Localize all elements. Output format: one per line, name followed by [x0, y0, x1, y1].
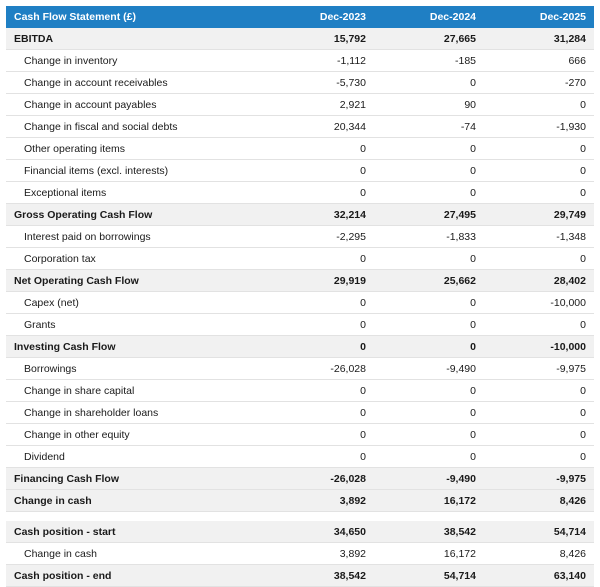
- row-value: 90: [374, 94, 484, 116]
- row-value: 0: [484, 138, 594, 160]
- row-value: 38,542: [374, 521, 484, 543]
- row-value: -26,028: [264, 468, 374, 490]
- row-value: 0: [374, 72, 484, 94]
- row-value: -185: [374, 50, 484, 72]
- table-row: [6, 358, 594, 380]
- table-row: [6, 490, 594, 512]
- row-value: 0: [484, 248, 594, 270]
- row-label: Change in shareholder loans: [6, 402, 264, 424]
- row-label: Change in inventory: [6, 50, 264, 72]
- row-value: 0: [264, 138, 374, 160]
- row-label: Net Operating Cash Flow: [6, 270, 264, 292]
- row-value: 8,426: [484, 490, 594, 512]
- table-row: [6, 182, 594, 204]
- row-value: 29,749: [484, 204, 594, 226]
- row-value: 666: [484, 50, 594, 72]
- table-row: [6, 204, 594, 226]
- table-row: [6, 314, 594, 336]
- row-value: 31,284: [484, 28, 594, 50]
- row-value: 0: [484, 314, 594, 336]
- table-row: [6, 72, 594, 94]
- row-label: Exceptional items: [6, 182, 264, 204]
- row-label: Borrowings: [6, 358, 264, 380]
- row-label: Cash position - end: [6, 565, 264, 587]
- row-value: 0: [484, 402, 594, 424]
- row-value: 0: [374, 182, 484, 204]
- row-value: 2,921: [264, 94, 374, 116]
- row-value: 0: [484, 160, 594, 182]
- table-row: [6, 402, 594, 424]
- row-value: 0: [264, 402, 374, 424]
- row-value: 29,919: [264, 270, 374, 292]
- row-value: 27,495: [374, 204, 484, 226]
- row-value: -10,000: [484, 336, 594, 358]
- row-label: Grants: [6, 314, 264, 336]
- table-spacer-row: [6, 512, 594, 522]
- row-label: EBITDA: [6, 28, 264, 50]
- row-value: 32,214: [264, 204, 374, 226]
- row-value: 28,402: [484, 270, 594, 292]
- row-label: Change in cash: [6, 490, 264, 512]
- row-value: 15,792: [264, 28, 374, 50]
- table-row: [6, 380, 594, 402]
- row-label: Financing Cash Flow: [6, 468, 264, 490]
- row-value: 3,892: [264, 543, 374, 565]
- row-value: 0: [264, 446, 374, 468]
- row-value: 8,426: [484, 543, 594, 565]
- header-title: Cash Flow Statement (£): [6, 6, 264, 28]
- row-label: Other operating items: [6, 138, 264, 160]
- row-value: 0: [264, 336, 374, 358]
- row-value: 0: [264, 314, 374, 336]
- row-value: 20,344: [264, 116, 374, 138]
- row-label: Change in account payables: [6, 94, 264, 116]
- row-value: 38,542: [264, 565, 374, 587]
- row-value: 16,172: [374, 490, 484, 512]
- table-row: [6, 226, 594, 248]
- row-value: 0: [484, 94, 594, 116]
- row-value: 0: [264, 292, 374, 314]
- row-value: 0: [374, 292, 484, 314]
- table-row: [6, 138, 594, 160]
- row-value: 0: [374, 160, 484, 182]
- table-row: [6, 468, 594, 490]
- table-row: [6, 543, 594, 565]
- row-label: Change in account receivables: [6, 72, 264, 94]
- row-value: 0: [374, 402, 484, 424]
- row-value: 0: [374, 380, 484, 402]
- table-row: [6, 116, 594, 138]
- table-header: [6, 6, 594, 28]
- row-value: 63,140: [484, 565, 594, 587]
- row-value: 0: [264, 182, 374, 204]
- row-label: Change in share capital: [6, 380, 264, 402]
- header-column-1: Dec-2024: [374, 6, 484, 28]
- row-value: 0: [264, 248, 374, 270]
- table-row: [6, 292, 594, 314]
- row-label: Financial items (excl. interests): [6, 160, 264, 182]
- table-row: [6, 160, 594, 182]
- table-body: [6, 28, 594, 587]
- row-value: -5,730: [264, 72, 374, 94]
- row-value: 0: [484, 424, 594, 446]
- row-label: Change in fiscal and social debts: [6, 116, 264, 138]
- table-row: [6, 270, 594, 292]
- row-value: -2,295: [264, 226, 374, 248]
- table-row: [6, 336, 594, 358]
- row-label: Investing Cash Flow: [6, 336, 264, 358]
- row-value: -1,348: [484, 226, 594, 248]
- row-value: -1,112: [264, 50, 374, 72]
- row-label: Capex (net): [6, 292, 264, 314]
- row-value: -9,490: [374, 468, 484, 490]
- table-row: [6, 28, 594, 50]
- row-value: -9,975: [484, 468, 594, 490]
- table-row: [6, 94, 594, 116]
- row-value: 0: [484, 380, 594, 402]
- row-label: Gross Operating Cash Flow: [6, 204, 264, 226]
- table-row: [6, 446, 594, 468]
- table-row: [6, 50, 594, 72]
- row-value: 0: [374, 446, 484, 468]
- row-value: 16,172: [374, 543, 484, 565]
- row-label: Interest paid on borrowings: [6, 226, 264, 248]
- row-value: -26,028: [264, 358, 374, 380]
- row-value: 54,714: [484, 521, 594, 543]
- row-label: Change in cash: [6, 543, 264, 565]
- row-value: 0: [374, 138, 484, 160]
- row-value: -1,930: [484, 116, 594, 138]
- cash-flow-table: [6, 6, 594, 587]
- row-label: Cash position - start: [6, 521, 264, 543]
- header-row: [6, 6, 594, 28]
- row-value: 25,662: [374, 270, 484, 292]
- row-label: Dividend: [6, 446, 264, 468]
- spacer-cell: [6, 512, 594, 522]
- row-value: 3,892: [264, 490, 374, 512]
- table-row: [6, 248, 594, 270]
- row-value: -270: [484, 72, 594, 94]
- table-row: [6, 521, 594, 543]
- header-column-2: Dec-2025: [484, 6, 594, 28]
- row-value: -1,833: [374, 226, 484, 248]
- row-label: Corporation tax: [6, 248, 264, 270]
- row-value: 54,714: [374, 565, 484, 587]
- row-value: 0: [484, 446, 594, 468]
- row-value: -74: [374, 116, 484, 138]
- table-row: [6, 424, 594, 446]
- row-value: 34,650: [264, 521, 374, 543]
- row-value: 0: [484, 182, 594, 204]
- row-value: -9,490: [374, 358, 484, 380]
- row-value: 0: [374, 248, 484, 270]
- row-value: -10,000: [484, 292, 594, 314]
- row-value: 0: [264, 160, 374, 182]
- row-value: 27,665: [374, 28, 484, 50]
- row-value: 0: [374, 314, 484, 336]
- header-column-0: Dec-2023: [264, 6, 374, 28]
- row-label: Change in other equity: [6, 424, 264, 446]
- row-value: 0: [374, 424, 484, 446]
- row-value: -9,975: [484, 358, 594, 380]
- row-value: 0: [374, 336, 484, 358]
- row-value: 0: [264, 380, 374, 402]
- row-value: 0: [264, 424, 374, 446]
- table-row: [6, 565, 594, 587]
